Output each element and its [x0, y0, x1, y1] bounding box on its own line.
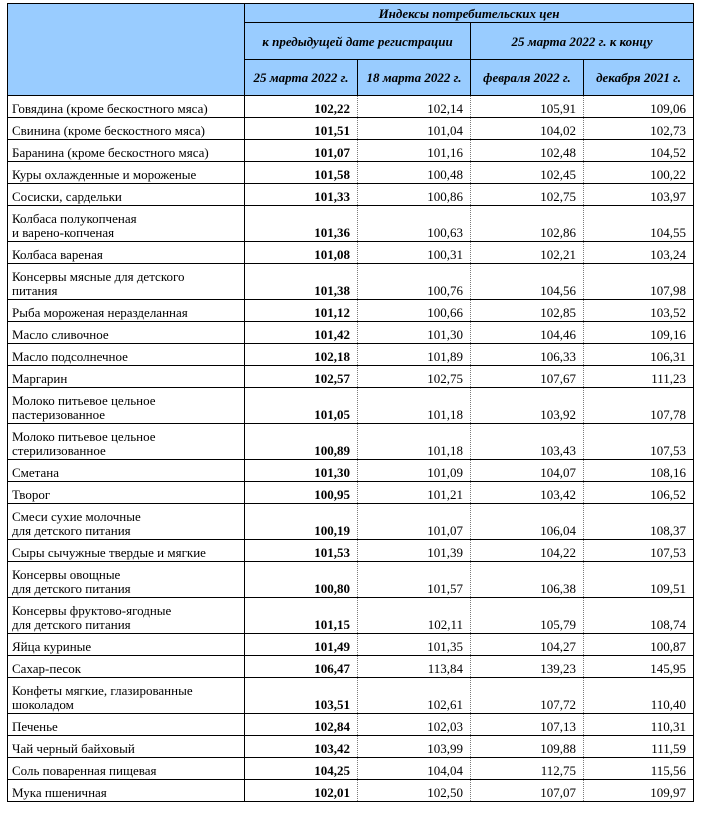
table-row — [8, 714, 694, 736]
header-group-previous-date: к предыдущей дате регистрации — [245, 23, 471, 60]
value-25-march: 101,36 — [245, 206, 358, 242]
value-25-march: 102,18 — [245, 344, 358, 366]
value-december: 107,53 — [584, 424, 694, 460]
product-name: Яйца куриные — [8, 634, 245, 656]
value-december: 102,73 — [584, 118, 694, 140]
value-december: 145,95 — [584, 656, 694, 678]
value-18-march: 102,61 — [358, 678, 471, 714]
value-18-march: 102,14 — [358, 96, 471, 118]
value-18-march: 100,63 — [358, 206, 471, 242]
value-february: 103,42 — [471, 482, 584, 504]
table-row — [8, 264, 694, 300]
value-25-march: 101,49 — [245, 634, 358, 656]
product-name: Сметана — [8, 460, 245, 482]
value-december: 111,59 — [584, 736, 694, 758]
table-row — [8, 366, 694, 388]
header-col-february: февраля 2022 г. — [471, 60, 584, 96]
value-december: 107,53 — [584, 540, 694, 562]
value-february: 104,07 — [471, 460, 584, 482]
value-december: 106,31 — [584, 344, 694, 366]
value-18-march: 104,04 — [358, 758, 471, 780]
value-18-march: 101,89 — [358, 344, 471, 366]
value-25-march: 100,95 — [245, 482, 358, 504]
value-february: 102,85 — [471, 300, 584, 322]
value-february: 102,21 — [471, 242, 584, 264]
table-row — [8, 184, 694, 206]
value-december: 109,16 — [584, 322, 694, 344]
value-25-march: 102,22 — [245, 96, 358, 118]
product-name: Мука пшеничная — [8, 780, 245, 802]
value-25-march: 101,15 — [245, 598, 358, 634]
value-18-march: 102,11 — [358, 598, 471, 634]
value-25-march: 101,58 — [245, 162, 358, 184]
product-name: Колбаса вареная — [8, 242, 245, 264]
table-row — [8, 678, 694, 714]
value-february: 102,75 — [471, 184, 584, 206]
value-december: 104,52 — [584, 140, 694, 162]
table-row — [8, 598, 694, 634]
value-18-march: 101,18 — [358, 424, 471, 460]
value-february: 103,92 — [471, 388, 584, 424]
table-row — [8, 300, 694, 322]
product-name: Конфеты мягкие, глазированные шоколадом — [8, 678, 245, 714]
value-december: 108,16 — [584, 460, 694, 482]
value-25-march: 101,07 — [245, 140, 358, 162]
value-25-march: 100,19 — [245, 504, 358, 540]
value-25-march: 101,12 — [245, 300, 358, 322]
value-december: 103,24 — [584, 242, 694, 264]
value-december: 110,31 — [584, 714, 694, 736]
product-name: Консервы мясные для детского питания — [8, 264, 245, 300]
value-25-march: 101,30 — [245, 460, 358, 482]
product-name: Баранина (кроме бескостного мяса) — [8, 140, 245, 162]
value-february: 104,02 — [471, 118, 584, 140]
value-18-march: 102,03 — [358, 714, 471, 736]
value-25-march: 101,51 — [245, 118, 358, 140]
value-18-march: 101,35 — [358, 634, 471, 656]
header-group-to-end-of: 25 марта 2022 г. к концу — [471, 23, 694, 60]
table-row — [8, 634, 694, 656]
product-name: Сыры сычужные твердые и мягкие — [8, 540, 245, 562]
value-february: 107,07 — [471, 780, 584, 802]
table-row — [8, 460, 694, 482]
table-row — [8, 388, 694, 424]
value-february: 102,86 — [471, 206, 584, 242]
product-name: Молоко питьевое цельное стерилизованное — [8, 424, 245, 460]
value-18-march: 100,86 — [358, 184, 471, 206]
value-18-march: 103,99 — [358, 736, 471, 758]
value-december: 109,51 — [584, 562, 694, 598]
value-december: 103,97 — [584, 184, 694, 206]
table-row — [8, 562, 694, 598]
value-18-march: 101,09 — [358, 460, 471, 482]
product-name: Масло сливочное — [8, 322, 245, 344]
table-row — [8, 780, 694, 802]
value-february: 105,91 — [471, 96, 584, 118]
product-name: Сахар-песок — [8, 656, 245, 678]
table-row — [8, 540, 694, 562]
value-25-march: 103,51 — [245, 678, 358, 714]
value-february: 104,22 — [471, 540, 584, 562]
value-december: 108,37 — [584, 504, 694, 540]
value-25-march: 102,57 — [245, 366, 358, 388]
product-name: Говядина (кроме бескостного мяса) — [8, 96, 245, 118]
table-row — [8, 96, 694, 118]
product-name: Маргарин — [8, 366, 245, 388]
cpi-table — [7, 3, 694, 802]
value-february: 104,56 — [471, 264, 584, 300]
value-december: 108,74 — [584, 598, 694, 634]
product-name: Консервы овощные для детского питания — [8, 562, 245, 598]
product-name: Колбаса полукопченая и варено-копченая — [8, 206, 245, 242]
product-name: Печенье — [8, 714, 245, 736]
value-25-march: 102,84 — [245, 714, 358, 736]
table-row — [8, 758, 694, 780]
table-row — [8, 656, 694, 678]
value-25-march: 103,42 — [245, 736, 358, 758]
value-december: 109,06 — [584, 96, 694, 118]
product-name: Свинина (кроме бескостного мяса) — [8, 118, 245, 140]
value-december: 104,55 — [584, 206, 694, 242]
value-25-march: 104,25 — [245, 758, 358, 780]
value-december: 106,52 — [584, 482, 694, 504]
value-18-march: 100,48 — [358, 162, 471, 184]
header-col-december: декабря 2021 г. — [584, 60, 694, 96]
value-february: 106,38 — [471, 562, 584, 598]
value-december: 100,87 — [584, 634, 694, 656]
header-product-corner — [8, 4, 245, 96]
value-february: 106,33 — [471, 344, 584, 366]
table-row — [8, 424, 694, 460]
table-header — [8, 4, 694, 96]
value-25-march: 102,01 — [245, 780, 358, 802]
header-col-18-march: 18 марта 2022 г. — [358, 60, 471, 96]
value-18-march: 101,07 — [358, 504, 471, 540]
value-25-march: 100,89 — [245, 424, 358, 460]
value-18-march: 102,50 — [358, 780, 471, 802]
product-name: Масло подсолнечное — [8, 344, 245, 366]
value-18-march: 100,76 — [358, 264, 471, 300]
product-name: Творог — [8, 482, 245, 504]
product-name: Рыба мороженая неразделанная — [8, 300, 245, 322]
product-name: Сосиски, сардельки — [8, 184, 245, 206]
value-25-march: 106,47 — [245, 656, 358, 678]
table-row — [8, 162, 694, 184]
value-february: 104,46 — [471, 322, 584, 344]
table-row — [8, 118, 694, 140]
table-row — [8, 504, 694, 540]
value-25-march: 101,38 — [245, 264, 358, 300]
value-february: 109,88 — [471, 736, 584, 758]
table-row — [8, 322, 694, 344]
value-december: 111,23 — [584, 366, 694, 388]
value-25-march: 100,80 — [245, 562, 358, 598]
value-18-march: 101,18 — [358, 388, 471, 424]
value-18-march: 101,57 — [358, 562, 471, 598]
value-december: 110,40 — [584, 678, 694, 714]
value-february: 102,45 — [471, 162, 584, 184]
value-18-march: 101,21 — [358, 482, 471, 504]
value-february: 112,75 — [471, 758, 584, 780]
value-february: 106,04 — [471, 504, 584, 540]
value-december: 107,98 — [584, 264, 694, 300]
value-december: 109,97 — [584, 780, 694, 802]
table-row — [8, 482, 694, 504]
value-25-march: 101,05 — [245, 388, 358, 424]
value-18-march: 100,66 — [358, 300, 471, 322]
product-name: Соль поваренная пищевая — [8, 758, 245, 780]
value-18-march: 102,75 — [358, 366, 471, 388]
value-february: 103,43 — [471, 424, 584, 460]
table-row — [8, 140, 694, 162]
table-row — [8, 242, 694, 264]
header-col-25-march: 25 марта 2022 г. — [245, 60, 358, 96]
value-25-march: 101,08 — [245, 242, 358, 264]
value-18-march: 101,04 — [358, 118, 471, 140]
value-december: 115,56 — [584, 758, 694, 780]
product-name: Молоко питьевое цельное пастеризованное — [8, 388, 245, 424]
value-february: 107,13 — [471, 714, 584, 736]
value-18-march: 113,84 — [358, 656, 471, 678]
value-18-march: 101,30 — [358, 322, 471, 344]
product-name: Чай черный байховый — [8, 736, 245, 758]
value-18-march: 101,39 — [358, 540, 471, 562]
value-25-march: 101,42 — [245, 322, 358, 344]
table-row — [8, 736, 694, 758]
table-body — [8, 96, 694, 802]
value-february: 139,23 — [471, 656, 584, 678]
value-25-march: 101,33 — [245, 184, 358, 206]
product-name: Консервы фруктово-ягодные для детского питания — [8, 598, 245, 634]
value-february: 107,67 — [471, 366, 584, 388]
value-december: 100,22 — [584, 162, 694, 184]
value-february: 107,72 — [471, 678, 584, 714]
table-row — [8, 344, 694, 366]
value-february: 102,48 — [471, 140, 584, 162]
value-25-march: 101,53 — [245, 540, 358, 562]
value-18-march: 101,16 — [358, 140, 471, 162]
value-december: 107,78 — [584, 388, 694, 424]
value-february: 105,79 — [471, 598, 584, 634]
table-row — [8, 206, 694, 242]
value-february: 104,27 — [471, 634, 584, 656]
header-top: Индексы потребительских цен — [245, 4, 694, 23]
value-18-march: 100,31 — [358, 242, 471, 264]
product-name: Смеси сухие молочные для детского питания — [8, 504, 245, 540]
value-december: 103,52 — [584, 300, 694, 322]
product-name: Куры охлажденные и мороженые — [8, 162, 245, 184]
